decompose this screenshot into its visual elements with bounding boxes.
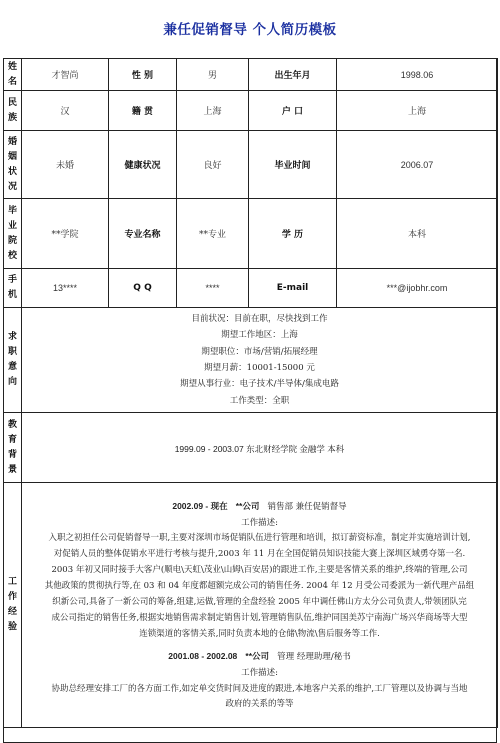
email-value: ***@ijobhr.com (337, 269, 498, 308)
intent-industry: 期望从事行业：电子技术/半导体/集成电路 (180, 379, 339, 390)
mobile-value: 13**** (22, 269, 109, 308)
job-1-line: 成公司指定的销售任务,根据实地销售需求制定销售计划,管理销售队伍,维护同国美苏宁南海广场兴华商场等大型 (51, 612, 468, 623)
work-label: 工 作 经 验 (4, 483, 22, 728)
intent-region: 期望工作地区：上海 (221, 330, 298, 341)
school-label: 毕 业 院 校 (4, 199, 22, 269)
education-content (22, 413, 498, 483)
hukou-label: 户 口 (249, 91, 337, 131)
page-title: 兼任促销督导 个人简历模板 (163, 22, 337, 38)
job-2-line: 政府的关系的等等 (225, 699, 294, 710)
education-entry: 1999.09 - 2003.07 东北财经学院 金融学 本科 (174, 443, 345, 454)
row-intent (4, 308, 498, 413)
row-work (4, 483, 498, 728)
birth-label: 出生年月 (249, 59, 337, 91)
grad-label: 毕业时间 (249, 131, 337, 199)
education-label: 教 育 背 景 (4, 413, 22, 483)
intent-salary: 期望月薪：10001-15000 元 (204, 363, 315, 373)
ethnic-label: 民 族 (4, 91, 22, 131)
work-content (22, 483, 498, 728)
major-value: **专业 (177, 199, 249, 269)
birth-value: 1998.06 (337, 59, 498, 91)
job-2-line: 协助总经理安排工厂的各方面工作,如定单交货时间及进度的跟进,本地客户关系的维护,工厂管理以及协调与当地 (51, 683, 468, 694)
qq-value: **** (177, 269, 249, 308)
ethnic-value: 汉 (22, 91, 109, 131)
email-label: E-mail (249, 269, 337, 308)
job-1-header: 2002.09 - 现在 **公司 销售部 兼任促销督导 (172, 500, 347, 512)
intent-content (22, 308, 498, 413)
intent-type: 工作类型：全职 (229, 395, 290, 406)
row-contact (4, 269, 498, 308)
marital-label: 婚 姻 状 况 (4, 131, 22, 199)
degree-value: 本科 (337, 199, 498, 269)
health-value: 良好 (177, 131, 249, 199)
row-education (4, 413, 498, 483)
job-1-desc-label: 工作描述: (241, 517, 278, 528)
job-1-line: 织新公司,具备了一新公司的筹备,组建,运做,管理的全盘经验 2005 年中调任佛山方太分公司负责人,带领团队完 (52, 597, 467, 608)
name-value: 才智尚 (22, 59, 109, 91)
intent-position: 期望职位：市场/营销/拓展经理 (201, 346, 318, 357)
health-label: 健康状况 (109, 131, 177, 199)
intent-label: 求 职 意 向 (4, 308, 22, 413)
hukou-value: 上海 (337, 91, 498, 131)
job-2-header: 2001.08 - 2002.08 **公司 管理 经理助理/秘书 (168, 650, 351, 662)
origin-label: 籍 贯 (109, 91, 177, 131)
job-1-line: 对促销人员的整体促销水平进行考核与提升,2003 年 11 月在全国促销员知识技能大赛上深圳区域勇夺第一名. (53, 549, 466, 560)
mobile-label: 手 机 (4, 269, 22, 308)
row-marital (4, 131, 498, 199)
job-2-desc-label: 工作描述: (241, 667, 278, 678)
job-1-line: 入职之初担任公司促销督导一职,主要对深圳市场促销队伍进行管理和培训，拟订薪资标准，制定并实施培训计划, (48, 533, 471, 544)
gender-label: 性 别 (109, 59, 177, 91)
row-name (4, 59, 498, 91)
grad-value: 2006.07 (337, 131, 498, 199)
resume-table (3, 58, 498, 728)
marital-value: 未婚 (22, 131, 109, 199)
gender-value: 男 (177, 59, 249, 91)
school-value: **学院 (22, 199, 109, 269)
job-1-line: 连锁渠道的客情关系,同时负责本地的仓储\物流\售后服务等工作. (139, 628, 380, 639)
origin-value: 上海 (177, 91, 249, 131)
intent-status: 目前状况：目前在职，尽快找到工作 (191, 313, 328, 324)
job-1-line: 2003 年初又同时接手大客户(顺电\天虹\茂业\山姆\百安居)的跟进工作,主要是客情关系的维护,终端的管理,公司 (51, 565, 468, 576)
row-school (4, 199, 498, 269)
name-label: 姓 名 (4, 59, 22, 91)
major-label: 专业名称 (109, 199, 177, 269)
degree-label: 学 历 (249, 199, 337, 269)
row-ethnic (4, 91, 498, 131)
qq-label: Q Q (109, 269, 177, 308)
job-1-line: 其他政策的贯彻执行等,在 03 和 04 年度都超额完成公司的销售任务. 2004 年 12 月受公司委派为一新代理产品组 (44, 581, 475, 592)
